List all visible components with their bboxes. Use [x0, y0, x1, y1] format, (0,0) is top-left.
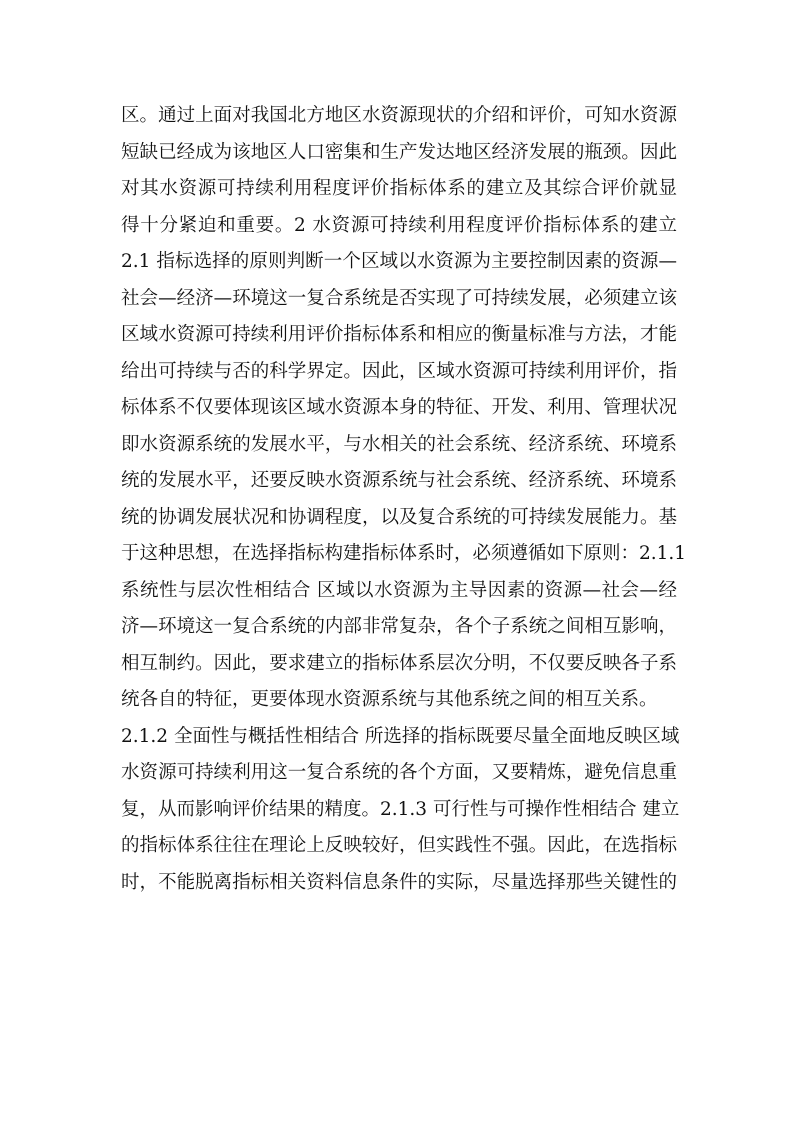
text-line: 系统性与层次性相结合 区域以水资源为主导因素的资源—社会—经 — [121, 579, 677, 601]
text-line: 统的发展水平，还要反映水资源系统与社会系统、经济系统、环境系 — [121, 470, 677, 491]
text-line: 给出可持续与否的科学界定。因此，区域水资源可持续利用评价，指 — [121, 360, 677, 382]
text-line: 得十分紧迫和重要。2 水资源可持续利用程度评价指标体系的建立 — [121, 214, 677, 236]
text-line: 标体系不仅要体现该区域水资源本身的特征、开发、利用、管理状况 — [121, 397, 677, 418]
text-line: 复，从而影响评价结果的精度。2.1.3 可行性与可操作性相结合 建立 — [121, 798, 680, 820]
document-body-text — [121, 98, 687, 901]
text-line: 济—环境这一复合系统的内部非常复杂，各个子系统之间相互影响， — [121, 616, 677, 637]
text-line: 2.1.2 全面性与概括性相结合 所选择的指标既要尽量全面地反映区域 — [121, 725, 680, 747]
text-line: 统的协调发展状况和协调程度，以及复合系统的可持续发展能力。基 — [121, 506, 677, 528]
text-line: 水资源可持续利用这一复合系统的各个方面，又要精炼，避免信息重 — [121, 762, 677, 783]
text-line: 统各自的特征，更要体现水资源系统与其他系统之间的相互关系。 — [121, 689, 658, 710]
text-line: 2.1 指标选择的原则判断一个区域以水资源为主要控制因素的资源— — [121, 251, 677, 272]
text-line: 区域水资源可持续利用评价指标体系和相应的衡量标准与方法，才能 — [121, 324, 677, 345]
text-line: 相互制约。因此，要求建立的指标体系层次分明，不仅要反映各子系 — [121, 652, 677, 674]
text-line: 于这种思想，在选择指标构建指标体系时，必须遵循如下原则：2.1.1 — [121, 543, 687, 564]
text-line: 时，不能脱离指标相关资料信息条件的实际，尽量选择那些关键性的 — [121, 871, 677, 893]
text-line: 区。通过上面对我国北方地区水资源现状的介绍和评价，可知水资源 — [121, 105, 677, 126]
text-line: 对其水资源可持续利用程度评价指标体系的建立及其综合评价就显 — [121, 178, 677, 199]
text-line: 短缺已经成为该地区人口密集和生产发达地区经济发展的瓶颈。因此 — [121, 141, 677, 163]
text-line: 即水资源系统的发展水平，与水相关的社会系统、经济系统、环境系 — [121, 433, 677, 455]
text-line: 的指标体系往往在理论上反映较好，但实践性不强。因此，在选指标 — [121, 835, 677, 856]
text-line: 社会—经济—环境这一复合系统是否实现了可持续发展，必须建立该 — [121, 287, 677, 309]
